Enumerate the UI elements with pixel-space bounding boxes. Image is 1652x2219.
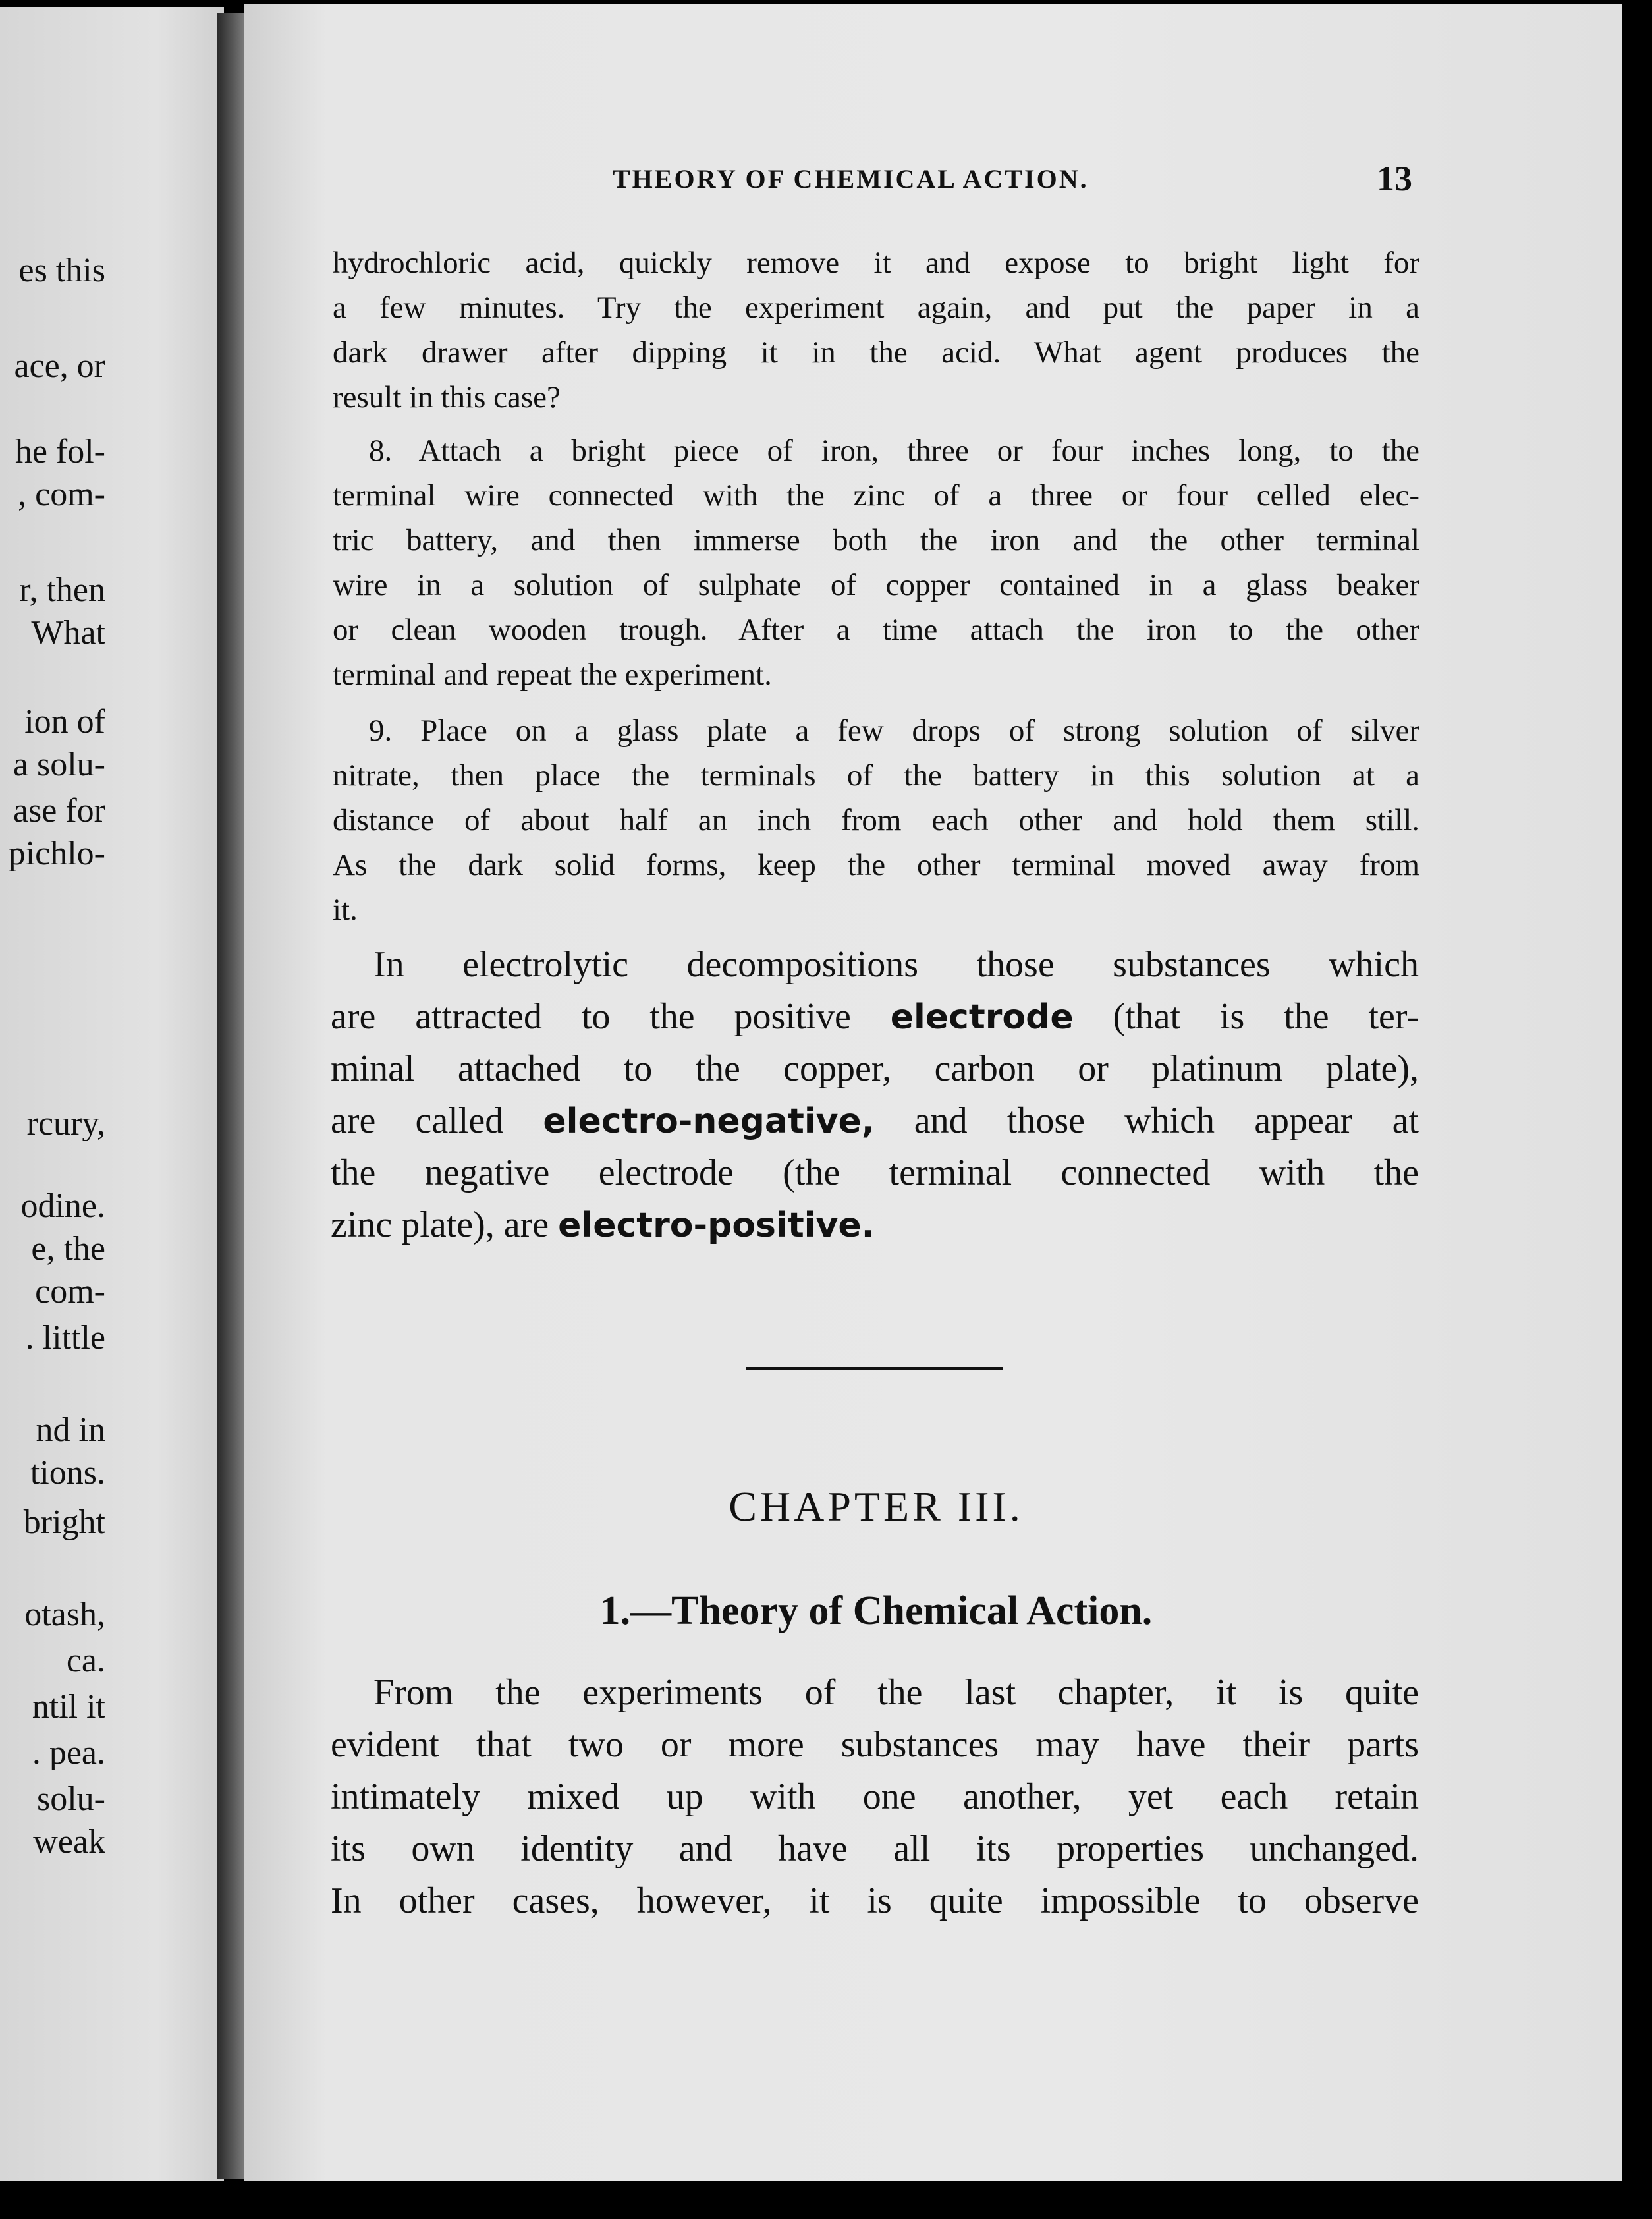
section-heading: 1.—Theory of Chemical Action. <box>599 1588 1153 1633</box>
text-line: or clean wooden trough. After a time attach the iron to the other <box>333 613 1419 647</box>
left-page-fragment: tions. <box>30 1456 105 1490</box>
text-line: terminal wire connected with the zinc of a three or four celled elec- <box>333 478 1419 513</box>
text-line: In other cases, however, it is quite impossible to observe <box>331 1880 1419 1921</box>
left-page <box>0 7 224 2181</box>
text-line: a few minutes. Try the experiment again, and put the paper in a <box>333 291 1419 325</box>
left-page-fragment: nd in <box>36 1413 105 1447</box>
text-line: its own identity and have all its properties unchanged. <box>331 1828 1419 1869</box>
left-page-fragment: e, the <box>31 1232 105 1266</box>
text-line: minal attached to the copper, carbon or platinum plate), <box>331 1048 1419 1089</box>
left-page-fragment: . little <box>25 1321 105 1355</box>
experiment-9 <box>333 708 1419 932</box>
chapter-heading: CHAPTER III. <box>729 1483 1024 1530</box>
left-page-fragment: solu- <box>37 1782 105 1816</box>
experiment-8 <box>333 428 1419 697</box>
text-line: From the experiments of the last chapter, it is quite <box>373 1672 1419 1713</box>
text-line: are attracted to the positive electrode (that is the ter- <box>331 996 1419 1037</box>
page-number: 13 <box>1377 159 1412 198</box>
paragraph-continuation <box>333 240 1419 420</box>
left-page-fragment: ace, or <box>14 349 105 383</box>
text-line: result in this case? <box>333 380 561 414</box>
text-line: distance of about half an inch from each other and hold them still. <box>333 803 1419 837</box>
text-line: are called electro-negative, and those which appear at <box>331 1100 1419 1141</box>
left-page-fragment: com- <box>35 1275 105 1309</box>
text-line: the negative electrode (the terminal connected with the <box>331 1152 1419 1193</box>
text-line: it. <box>333 893 358 927</box>
text-line: As the dark solid forms, keep the other terminal moved away from <box>333 848 1419 882</box>
text-line: nitrate, then place the terminals of the battery in this solution at a <box>333 758 1419 793</box>
section-divider <box>746 1367 1003 1370</box>
text-line: tric battery, and then immerse both the iron and the other terminal <box>333 523 1419 557</box>
text-line: 9. Place on a glass plate a few drops of strong solution of silver <box>369 714 1419 748</box>
term-electrode: electrode <box>890 997 1074 1037</box>
left-page-fragment: . pea. <box>32 1736 105 1770</box>
page-edge-shadow <box>1622 0 1652 2219</box>
left-page-fragment: es this <box>18 254 105 288</box>
text-line: In electrolytic decompositions those substances which <box>373 944 1419 985</box>
text-line: dark drawer after dipping it in the acid. What agent produces the <box>333 335 1419 370</box>
left-page-fragment: ntil it <box>32 1690 105 1724</box>
running-head: THEORY OF CHEMICAL ACTION. <box>613 164 1089 194</box>
left-page-fragment: a solu- <box>13 748 105 782</box>
text-line: terminal and repeat the experiment. <box>333 658 772 692</box>
left-page-fragment: weak <box>33 1825 105 1859</box>
left-page-fragment: bright <box>23 1505 105 1540</box>
left-page-fragment: ca. <box>66 1644 105 1678</box>
paragraph-electrolytic <box>331 939 1419 1251</box>
left-page-fragment: odine. <box>20 1189 105 1223</box>
text-line: 8. Attach a bright piece of iron, three or four inches long, to the <box>369 434 1419 468</box>
left-page-fragment: What <box>31 616 105 650</box>
paragraph-theory <box>331 1667 1419 1927</box>
left-page-fragment: he fol- <box>14 435 105 469</box>
text-line: hydrochloric acid, quickly remove it and expose to bright light for <box>333 246 1419 280</box>
left-page-fragment: ase for <box>13 794 105 828</box>
left-page-fragment: r, then <box>19 573 105 607</box>
left-page-fragment: otash, <box>24 1598 105 1632</box>
left-page-fragment: rcury, <box>26 1107 105 1141</box>
left-page-fragment: ion of <box>24 705 105 739</box>
text-line: evident that two or more substances may have their parts <box>331 1724 1419 1765</box>
left-page-fragment: , com- <box>18 478 105 512</box>
text-line: intimately mixed up with one another, yet each retain <box>331 1776 1419 1817</box>
text-line: wire in a solution of sulphate of copper contained in a glass beaker <box>333 568 1419 602</box>
term-electro-positive: electro-positive. <box>558 1206 875 1245</box>
text-line: zinc plate), are electro-positive. <box>331 1204 875 1245</box>
term-electro-negative: electro-negative, <box>543 1102 875 1141</box>
left-page-fragment: pichlo- <box>8 837 105 871</box>
